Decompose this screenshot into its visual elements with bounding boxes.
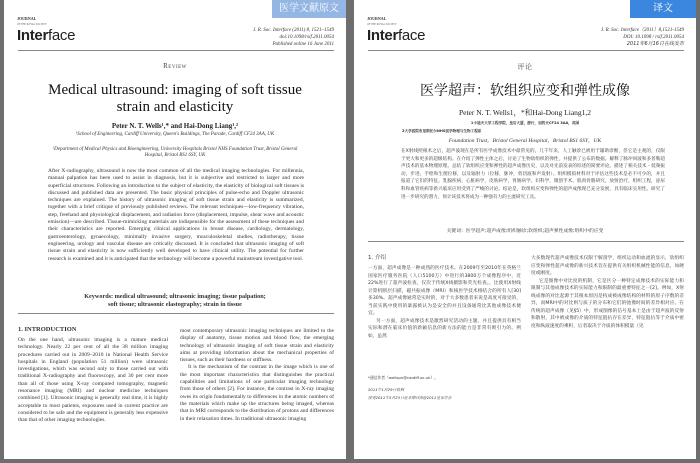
original-text-badge: 医学文献原文 (272, 0, 346, 18)
affiliation-foundation: Foundation Trust，Bristol General Hospital，Bristol BS1 6SY，UK (448, 138, 602, 144)
abstract: 在X射线照相术之后，超声波现在是所有医学成像技术中最常见的。几千年来，人工触诊已被用于辅助诊断，但它是主观的，仅限于更大和更多的超级结构。在介绍了弹性主体之后，讨论了生物软组织的弹性，并提供了公布的数据。解释了脉冲回波和多普勒超声技术的基本物理原理。总结了软组织应变和弹性的超声成像历史，以及对先前发表的综述的简要评论。描述了相关技术 - 低频振动，步进，手绘和生理位移，以及辐射力（位移，脉冲，剪切波和声发射）。组织模拟材料对于评估这些技术是必不可少的，并且报道了它们的特征。乳腺疾病，心脏病学，皮肤病学，胃肠病学，妇科学，微创手术，肌肉骨骼研究，放射治疗，组织工程，泌尿科和血管疾病等新兴临床应用受到了严峻的讨论。结论是，软组织应变和弹性的超声成像现已充分发展，具有临床实用性。研究了进一步研究的潜力，预计该技术将成为一种强有力的主流研究工具。 (401, 149, 665, 200)
received-note: 2011年1月29日收到 接受2011年5月23日证本期刊由@2011皇家学会 (368, 387, 452, 400)
header-divider (18, 50, 334, 51)
keywords: 关键词：医学超声;超声成像;组织触诊;软组织;超声弹性成像;组织中的应变 (446, 229, 604, 234)
abstract-divider (368, 241, 684, 242)
authors: Peter N. T. Wells¹,* and Hai-Dong Liang¹,² (111, 122, 239, 130)
affiliation-1: 1卡迪夫大学工程学院，皇后大厦，游行，加的夫CF24 3AA，英国 (470, 121, 580, 125)
intro-column-1: 1. INTRODUCTION On the one hand, ultrasonic imaging is a mature medical technology. Nearly 22 per cent of all the 38 million imaging procedures carried out in 2009–2010 in National Health Service hospitals in England (population 51 million) were ultrasonic investigations, which was second only to those carried out with traditional X-radiography and fluoroscopy, and 30 per cent more than all of those using X-ray computed tomography, magnetic resonance imaging (MRI) and nuclear medicine techniques combined [1]. Ultrasonic imaging is generally real time, it is highly acceptable to most patients, exposures used in current practice are considered to be safe and the equipment is generally less expensive than that of other imaging technologies. (18, 326, 168, 424)
affiliation-1: ¹School of Engineering, Cardiff University, Queen's Buildings, The Parade, Cardiff CF24 3AA, UK (75, 132, 275, 137)
affiliation-2: 2大学医院布里斯托尔NHS医学物理与生物工程系 (402, 129, 482, 133)
intro-column-2: 大多数现代超声成像技术仅限于解剖学，组织运动和血流的显示，软组织应变和弹性超声成像的新兴技术旨在提供有关组织机械性能的信息，如硬度或刚度。 它是图像中对比度的机制，它是区分一种特定成像技术的实际能力和限制与其他成像技术的实际能力和限制的最重要特征之一[2]。例如，X射线成像的对比起源于其根本原因是构成被成像结构的材料的原子序数的差异，而MRI中的对比则与质子的分布和它们的弛豫时间的差异相对应。在传统的超声成像（见§5）中，形成图像的信号基本上是由于超声波的反射和散射，其中被成像的介质的特征阻抗存在差异，特征阻抗等于介质中密度和纵波速度的乘积，后者取决于介质的体积模量（见 (531, 256, 684, 329)
affiliation-2: ²Department of Medical Physics and Bioengineering, University Hospitals Bristol NHS Foundation Trust, Bristol General Hospital, Bristol BS1 6SY, UK (52, 147, 298, 159)
intro-column-1: 1. 介绍 一方面，超声成像是一种成熟的医疗技术。在2009年至2010年在英格兰国家医疗服务医院（人口5100万）中进行的3800万个成像程序中，近22%进行了超声波检查，仅次于传统X线摄影和荧光检查。，比使用X射线计算机断层扫描，磁共振成像（MRI）和核医学技术相结合的所有人[30]多30%。超声成像通常是实时的，对于大多数患者来说是高度可接受的，当前实践中使用的暴露被认为是安全的并且设备通常比其他成像技术便宜。 另一方面，超声成像技术是激烈研究活动的主题，并且提供具有相当实际和潜在临床价值的新颖信息的新方法的能力是非常有吸引力的。例如，虽然 (368, 255, 521, 339)
intro-heading: 1. 介绍 (368, 255, 386, 261)
intro-column-2: most contemporary ultrasonic imaging techniques are limited to the display of anatomy, tissue motion and blood flow, the emerging technology of ultrasonic imaging of soft tissue strain and elasticity aims at providing information about the mechanical properties of tissues, such as their hardness or stiffness. It is the mechanism of the contrast in the image which is one of the most important characteristics that distinguishes the practical capabilities and limitations of one particular imaging technology from those of others [2]. For instance, the contrast in X-ray imaging owes its origin fundamentally to differences in the atomic numbers of the materials which make up the structures being imaged, whereas that in MRI corresponds to the distribution of protons and differences in their relaxation times. In traditional ultrasonic imaging (180, 328, 334, 422)
citation-meta: J. R. Soc. Interface（2011）8,1521-1549 DOI: 10.1098 / rsif.2011.0054 2011年6月16日在线发布 (600, 28, 684, 47)
intro-heading: 1. INTRODUCTION (18, 326, 77, 333)
translation-badge: 译文 (630, 0, 696, 18)
section-label: Review (163, 62, 187, 70)
journal-logo: JOURNAL OF THE ROYAL SOCIETY Interface (367, 16, 426, 44)
article-title: Medical ultrasound: imaging of soft tissue strain and elasticity (48, 82, 302, 115)
translated-article-page (354, 0, 696, 459)
original-article-page (4, 0, 346, 459)
section-label: 评论 (517, 63, 533, 71)
authors: Peter N. T. Wells1，*和Hai-Dong Liang1,2 (458, 108, 592, 117)
abstract-divider (18, 313, 334, 314)
citation-meta: J. R. Soc. Interface (2011) 8, 1521–1549 doi:10.1098/rsif.2011.0054 Published online 16 June 2011 (253, 28, 334, 47)
keywords: Keywords: medical ultrasound; ultrasonic imaging; tissue palpation; soft tissue; ultrasonic elastography; strain in tissue (84, 293, 266, 308)
journal-logo: JOURNAL OF THE ROYAL SOCIETY Interface (17, 16, 76, 44)
header-divider (368, 50, 684, 51)
article-title: 医学超声：软组织应变和弹性成像 (420, 83, 630, 99)
corresponding-author-footnote: *通信作者（wellspn@cardiff.ac.uk）。 (368, 375, 439, 380)
abstract: After X-radiography, ultrasound is now the most common of all the medical imaging technologies. For millennia, manual palpation has been used to assist in diagnosis, but it is subjective and restricted to larger and more superficial structures. Following an introduction to the subject of elasticity, the elasticity of biological soft tissues is discussed and published data are presented. The basic physical principles of pulse-echo and Doppler ultrasonic techniques are explained. The history of ultrasonic imaging of soft tissue strain and elasticity is summarized, together with a brief critique of previously published reviews. The relevant techniques—low-frequency vibration, step, freehand and physiological displacement, and radiation force (displacement, impulse, shear wave and acoustic emission)—are described. Tissue-mimicking materials are indispensible for the assessment of these techniques and their characteristics are reported. Emerging clinical applications in breast disease, cardiology, dermatology, gastroenterology, gynaecology, minimally invasive surgery, musculoskeletal studies, radiotherapy, tissue engineering, urology and vascular disease are critically discussed. It is concluded that ultrasonic imaging of soft tissue strain and elasticity is now sufficiently well developed to have clinical utility. The potential for further research is examined and it is anticipated that the technology will become a powerful mainstream investigative tool. (48, 168, 304, 262)
